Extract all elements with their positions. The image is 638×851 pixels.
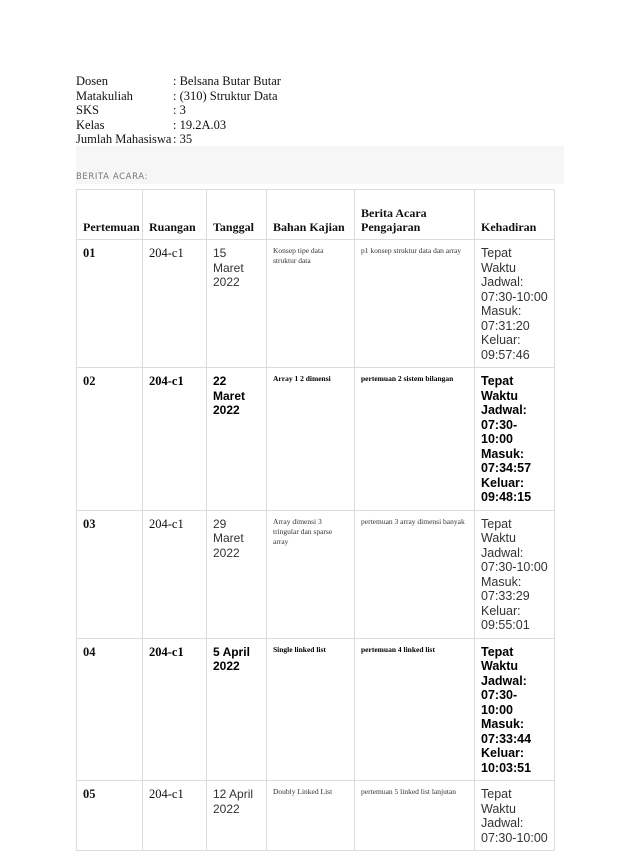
cell-berita-acara: pertemuan 3 array dimensi banyak [355, 510, 475, 638]
cell-kehadiran [475, 781, 555, 851]
keluar-value: 09:55:01 [481, 618, 530, 632]
info-row-dosen [76, 74, 281, 89]
cell-ruangan: 204-c1 [143, 781, 207, 851]
header-pertemuan: Pertemuan [77, 190, 143, 240]
cell-kehadiran [475, 638, 555, 781]
berita-acara-table [76, 189, 555, 851]
table-row [77, 510, 555, 638]
cell-pertemuan: 02 [77, 368, 143, 511]
cell-tanggal: 22 Maret 2022 [207, 368, 267, 511]
info-value: : Belsana Butar Butar [173, 74, 281, 88]
cell-tanggal: 5 April 2022 [207, 638, 267, 781]
keluar-label: Keluar: [481, 603, 521, 618]
kehadiran-status: Tepat Waktu [481, 516, 516, 545]
jadwal-value: 07:30-10:00 [481, 417, 518, 446]
jadwal-label: Jadwal: [481, 275, 524, 289]
header-berita-acara: Berita Acara Pengajaran [355, 190, 475, 240]
cell-berita-acara: p1 konsep struktur data dan array [355, 240, 475, 368]
section-title: BERITA ACARA: [76, 172, 148, 182]
header-tanggal: Tanggal [207, 190, 267, 240]
info-value: : 35 [173, 132, 193, 147]
keluar-value: 09:48:15 [481, 490, 532, 504]
kehadiran-status: Tepat Waktu [481, 787, 516, 816]
info-value: : 3 [173, 103, 186, 118]
info-label: Dosen [76, 74, 108, 88]
section-background [76, 146, 564, 184]
header-kehadiran: Kehadiran [475, 190, 555, 240]
masuk-label: Masuk: [481, 717, 525, 731]
table-row [77, 781, 555, 851]
kehadiran-status: Tepat Waktu [481, 374, 519, 403]
masuk-label: Masuk: [481, 446, 525, 461]
masuk-label: Masuk: [481, 304, 522, 318]
cell-ruangan: 204-c1 [143, 368, 207, 511]
info-value: : 19.2A.03 [173, 117, 227, 132]
cell-pertemuan: 01 [77, 240, 143, 368]
table-header-row [77, 190, 555, 240]
header-ruangan: Ruangan [143, 190, 207, 240]
cell-tanggal: 15 Maret 2022 [207, 240, 267, 368]
keluar-value: 10:03:51 [481, 760, 532, 775]
jadwal-label: Jadwal: [481, 673, 527, 688]
jadwal-value: 07:30-10:00 [481, 289, 548, 304]
jadwal-value: 07:30-10:00 [481, 688, 518, 717]
info-row-matakuliah [76, 89, 281, 104]
keluar-label: Keluar: [481, 475, 525, 490]
cell-pertemuan: 04 [77, 638, 143, 781]
header-bahan-kajian: Bahan Kajian [267, 190, 355, 240]
info-label: Matakuliah [76, 88, 133, 103]
keluar-label: Keluar: [481, 333, 521, 347]
cell-ruangan: 204-c1 [143, 240, 207, 368]
info-label: Kelas [76, 117, 105, 132]
cell-kehadiran [475, 368, 555, 511]
keluar-value: 09:57:46 [481, 347, 530, 362]
masuk-value: 07:33:44 [481, 731, 532, 746]
table-row [77, 638, 555, 781]
jadwal-label: Jadwal: [481, 545, 524, 560]
table-row [77, 368, 555, 511]
cell-ruangan: 204-c1 [143, 510, 207, 638]
cell-berita-acara: pertemuan 2 sistem bilangan [355, 368, 475, 511]
jadwal-value: 07:30-10:00 [481, 560, 548, 574]
table-row [77, 240, 555, 368]
cell-tanggal: 12 April 2022 [207, 781, 267, 851]
cell-tanggal: 29 Maret 2022 [207, 510, 267, 638]
course-info [76, 74, 281, 147]
info-label: Jumlah Mahasiswa [76, 132, 172, 147]
cell-bahan-kajian: Array 1 2 dimensi [267, 368, 355, 511]
masuk-label: Masuk: [481, 574, 522, 589]
cell-berita-acara: pertemuan 5 linked list lanjutan [355, 781, 475, 851]
jadwal-label: Jadwal: [481, 403, 527, 417]
cell-kehadiran [475, 510, 555, 638]
keluar-label: Keluar: [481, 746, 525, 760]
masuk-value: 07:33:29 [481, 589, 530, 603]
kehadiran-status: Tepat Waktu [481, 644, 519, 673]
masuk-value: 07:34:57 [481, 461, 532, 475]
cell-ruangan: 204-c1 [143, 638, 207, 781]
cell-berita-acara: pertemuan 4 linked list [355, 638, 475, 781]
cell-kehadiran [475, 240, 555, 368]
kehadiran-status: Tepat Waktu [481, 246, 516, 275]
cell-bahan-kajian: Array dimensi 3 tringular dan sparse array [267, 510, 355, 638]
cell-bahan-kajian: Doubly Linked List [267, 781, 355, 851]
jadwal-value: 07:30-10:00 [481, 830, 548, 845]
cell-bahan-kajian: Konsep tipe data struktur data [267, 240, 355, 368]
cell-pertemuan: 03 [77, 510, 143, 638]
info-row-sks [76, 103, 281, 118]
info-row-kelas [76, 118, 281, 133]
cell-pertemuan: 05 [77, 781, 143, 851]
info-value: : (310) Struktur Data [173, 88, 278, 103]
info-row-jumlah-mahasiswa [76, 132, 281, 147]
jadwal-label: Jadwal: [481, 816, 524, 830]
cell-bahan-kajian: Single linked list [267, 638, 355, 781]
info-label: SKS [76, 103, 99, 118]
masuk-value: 07:31:20 [481, 318, 530, 333]
